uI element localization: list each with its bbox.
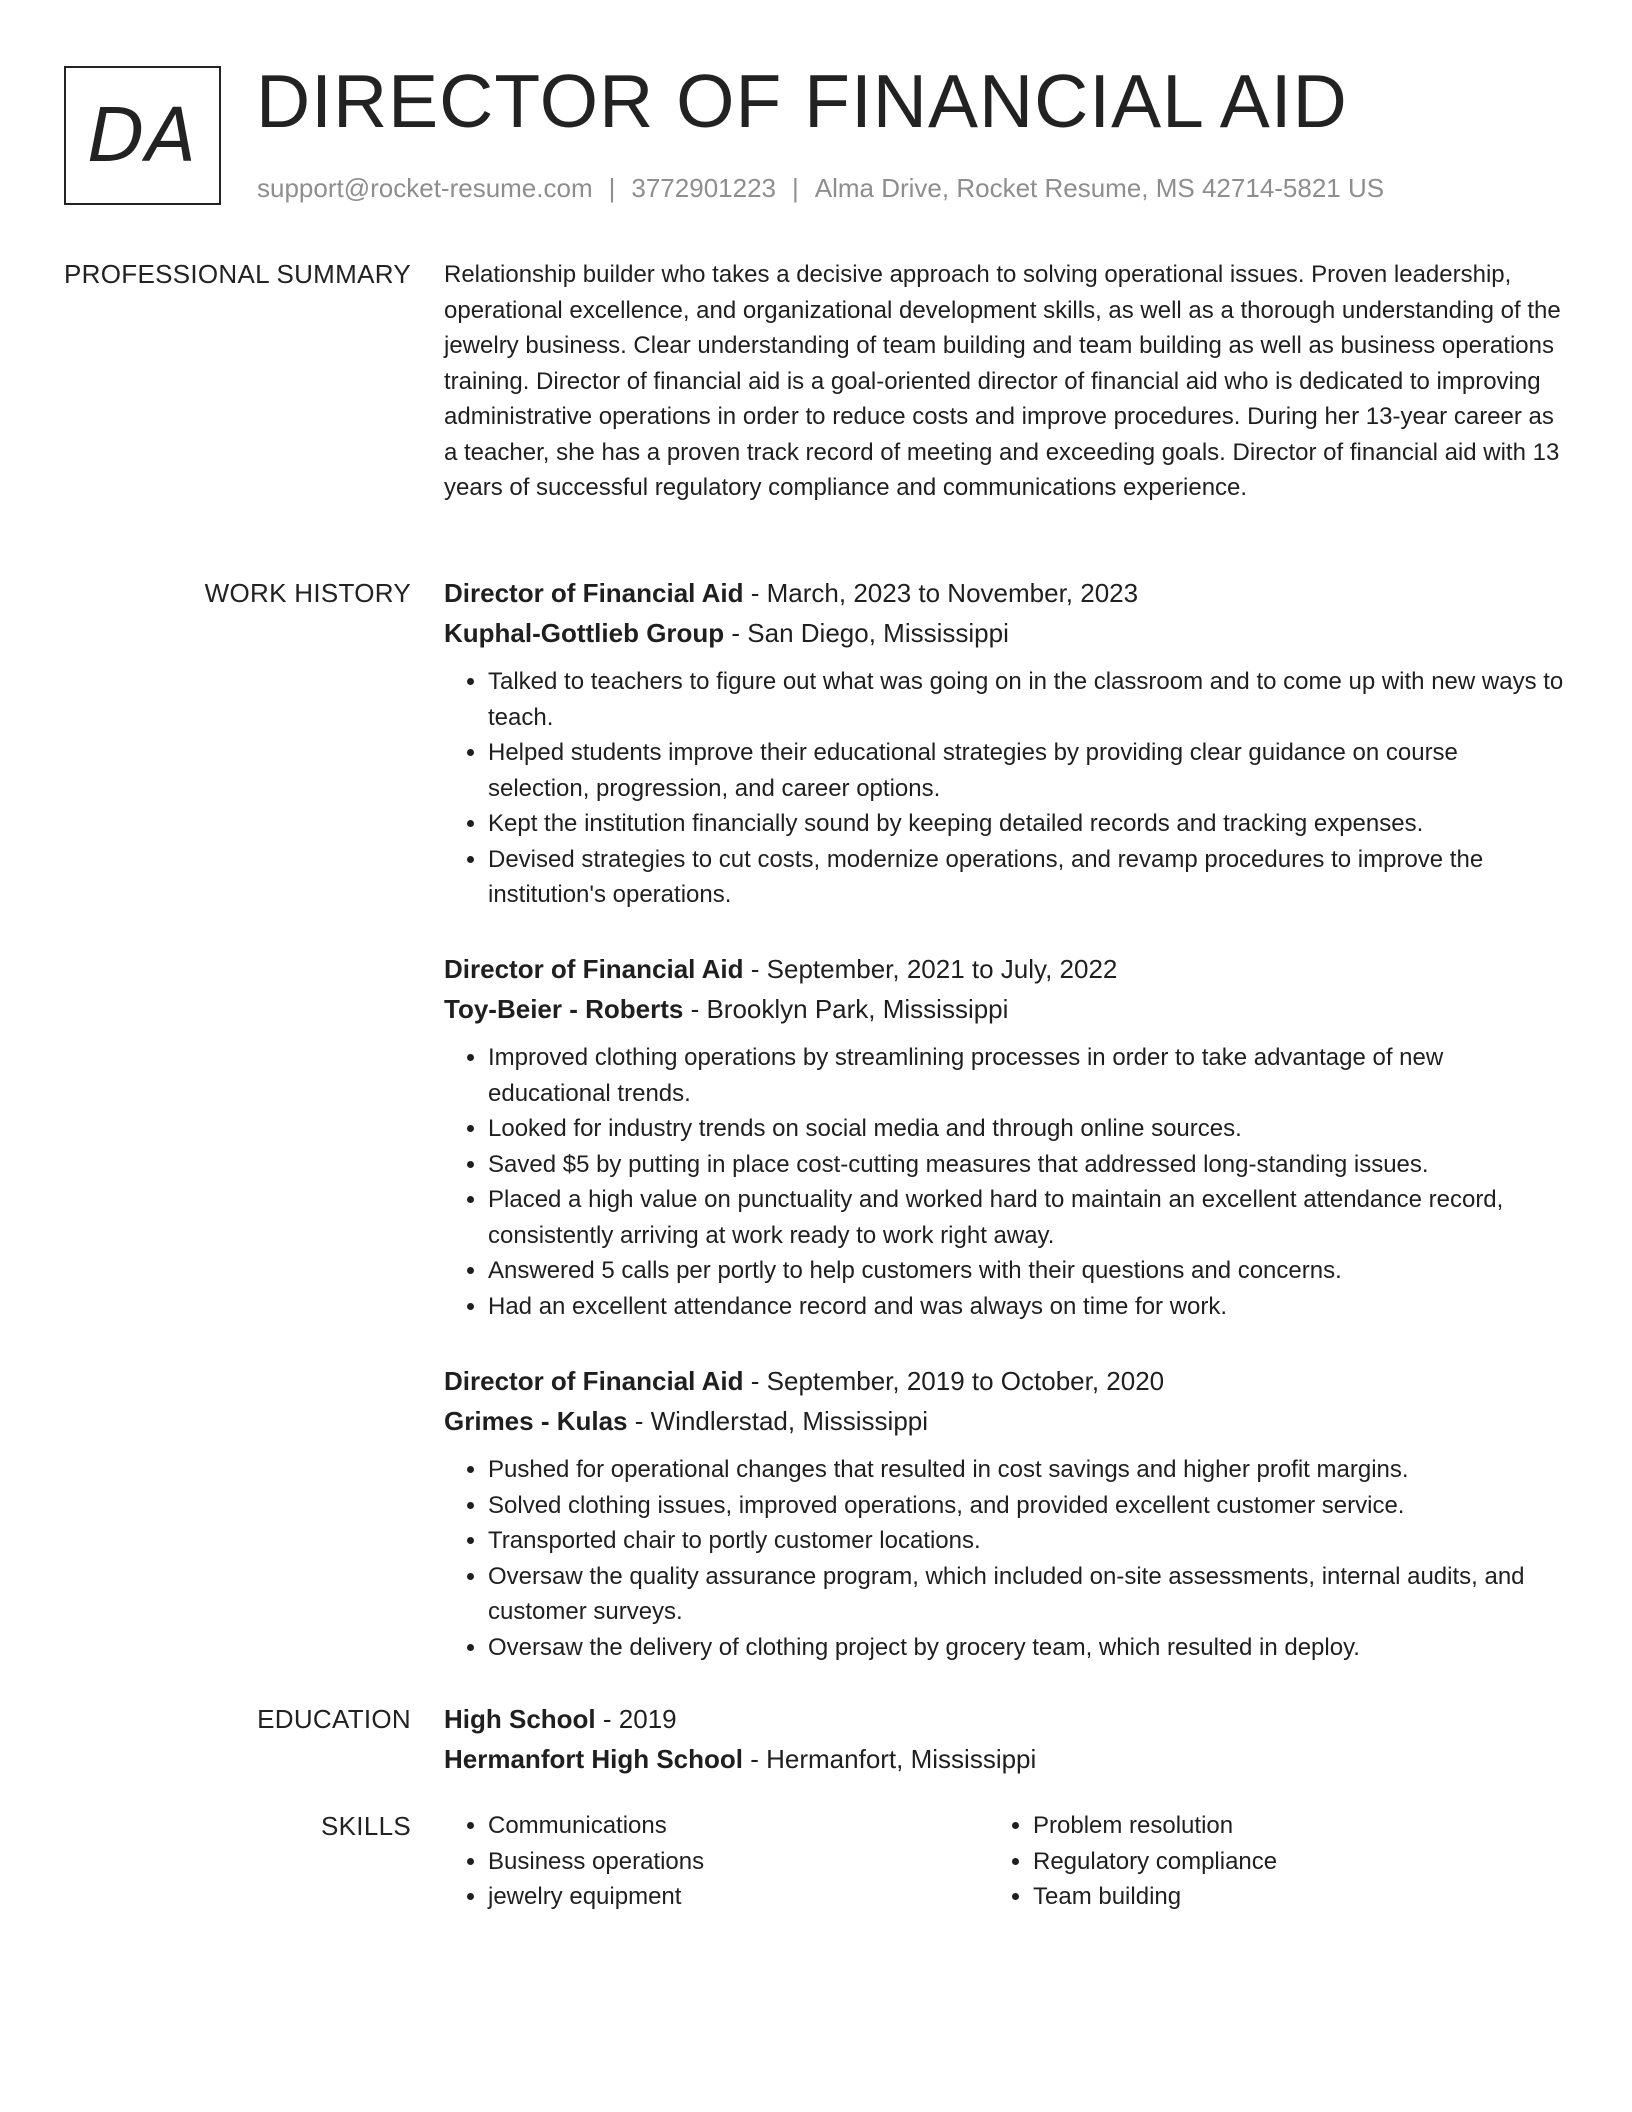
job-bullet: • Improved clothing operations by streamlining processes in order to take advantage of new educational trends. xyxy=(488,1040,1564,1111)
monogram-initials: DA xyxy=(87,92,198,179)
job-bullet: • Devised strategies to cut costs, modernize operations, and revamp procedures to improve the institution's operations. xyxy=(488,842,1564,913)
skill-item: • Regulatory compliance xyxy=(1033,1844,1534,1880)
job-bullet: • Oversaw the quality assurance program, which included on-site assessments, internal audits, and customer surveys. xyxy=(488,1559,1564,1630)
education-school: Hermanfort High School xyxy=(444,1744,744,1774)
job-dates: - September, 2021 to July, 2022 xyxy=(743,954,1118,984)
skill-item: • Communications xyxy=(488,1808,989,1844)
job-dates: - September, 2019 to October, 2020 xyxy=(743,1366,1165,1396)
job-company-line xyxy=(444,613,1564,653)
education-degree-line xyxy=(444,1699,1564,1739)
education-entry xyxy=(444,1699,1564,1779)
job-location: - Windlerstad, Mississippi xyxy=(627,1406,929,1436)
contact-line xyxy=(257,173,1384,204)
job-bullets xyxy=(444,664,1564,913)
contact-email: support@rocket-resume.com xyxy=(257,173,593,203)
contact-separator: | xyxy=(792,173,799,203)
education-school-line xyxy=(444,1739,1564,1779)
skill-item: • Team building xyxy=(1033,1879,1534,1915)
job-company-line xyxy=(444,989,1564,1029)
skills-grid xyxy=(444,1808,1564,1915)
job-bullets xyxy=(444,1040,1564,1324)
job-company: Toy-Beier - Roberts xyxy=(444,994,684,1024)
job-bullet: • Solved clothing issues, improved operations, and provided excellent customer service. xyxy=(488,1488,1564,1524)
skills-section xyxy=(444,1808,1564,1915)
job-bullet: • Helped students improve their educational strategies by providing clear guidance on course selection, progression, and career options. xyxy=(488,735,1564,806)
skill-item: • Problem resolution xyxy=(1033,1808,1534,1844)
section-label-skills: SKILLS xyxy=(321,1811,411,1841)
job-bullet: • Saved $5 by putting in place cost-cutting measures that addressed long-standing issues. xyxy=(488,1147,1564,1183)
summary-text: Relationship builder who takes a decisive approach to solving operational issues. Proven leadership, operational excellence, and organizational development skills, as well as a thorough understanding of the jewelry business. Clear understanding of team building and team building as well as business operations training. Director of financial aid is a goal-oriented director of financial aid who is dedicated to improving administrative operations in order to reduce costs and improve procedures. During her 13-year career as a teacher, she has a proven track record of meeting and exceeding goals. Director of financial aid with 13 years of successful regulatory compliance and communications experience. xyxy=(444,261,1561,501)
job-company: Kuphal-Gottlieb Group xyxy=(444,618,725,648)
contact-separator: | xyxy=(608,173,616,203)
section-label-education: EDUCATION xyxy=(257,1704,411,1734)
section-label-summary: PROFESSIONAL SUMMARY xyxy=(64,259,411,289)
job-title-line xyxy=(444,949,1564,989)
job-title-line xyxy=(444,1361,1564,1401)
education-year: - 2019 xyxy=(595,1704,677,1734)
job-bullets xyxy=(444,1452,1564,1665)
skills-list-right xyxy=(989,1808,1534,1915)
job-title: Director of Financial Aid xyxy=(444,1366,744,1396)
monogram-box xyxy=(64,66,221,205)
job-bullet: • Placed a high value on punctuality and worked hard to maintain an excellent attendance record, consistently arriving at work ready to work right away. xyxy=(488,1182,1564,1253)
job-bullet: • Had an excellent attendance record and was always on time for work. xyxy=(488,1289,1564,1325)
job-bullet: • Talked to teachers to figure out what was going on in the classroom and to come up with new ways to teach. xyxy=(488,664,1564,735)
job-bullet: • Kept the institution financially sound by keeping detailed records and tracking expenses. xyxy=(488,806,1564,842)
education-location: - Hermanfort, Mississippi xyxy=(743,1744,1037,1774)
job-title-line xyxy=(444,573,1564,613)
job-bullet: • Oversaw the delivery of clothing project by grocery team, which resulted in deploy. xyxy=(488,1630,1564,1666)
contact-address: Alma Drive, Rocket Resume, MS 42714-5821 US xyxy=(814,173,1385,203)
job-bullet: • Pushed for operational changes that resulted in cost savings and higher profit margins. xyxy=(488,1452,1564,1488)
job-dates: - March, 2023 to November, 2023 xyxy=(743,578,1139,608)
job-company: Grimes - Kulas xyxy=(444,1406,628,1436)
job-bullet: • Transported chair to portly customer locations. xyxy=(488,1523,1564,1559)
skills-list-left xyxy=(444,1808,989,1915)
skill-item: • Business operations xyxy=(488,1844,989,1880)
job-entry xyxy=(444,573,1564,913)
skill-item: • jewelry equipment xyxy=(488,1879,989,1915)
job-entry xyxy=(444,1361,1564,1665)
job-bullet: • Answered 5 calls per portly to help customers with their questions and concerns. xyxy=(488,1253,1564,1289)
job-company-line xyxy=(444,1401,1564,1441)
job-title: Director of Financial Aid xyxy=(444,954,744,984)
job-bullet: • Looked for industry trends on social media and through online sources. xyxy=(488,1111,1564,1147)
job-location: - San Diego, Mississippi xyxy=(724,618,1009,648)
contact-phone: 3772901223 xyxy=(631,173,776,203)
job-title: Director of Financial Aid xyxy=(444,578,744,608)
section-label-work-history: WORK HISTORY xyxy=(204,578,411,608)
summary-section xyxy=(444,257,1564,506)
education-degree: High School xyxy=(444,1704,596,1734)
job-entry xyxy=(444,949,1564,1324)
page-title: DIRECTOR OF FINANCIAL AID xyxy=(256,59,1348,143)
job-location: - Brooklyn Park, Mississippi xyxy=(683,994,1009,1024)
